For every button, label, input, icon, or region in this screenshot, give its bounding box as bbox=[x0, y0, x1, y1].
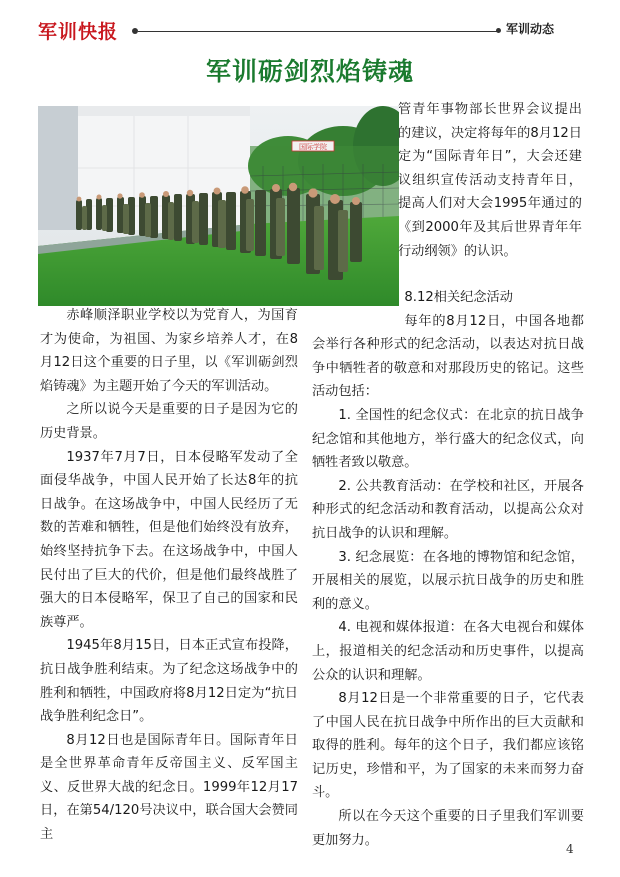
header-left-title: 军训快报 bbox=[38, 21, 119, 43]
right-top-paragraph: 管青年事物部长世界会议提出的建议，决定将每年的8月12日定为“国际青年日”，大会还建议组织宣传活动支持青年日，提高人们对大会1995年通过的《到2000年及其后世界青年年行动纲领》的认识。 bbox=[398, 102, 582, 259]
header-rule-dot-right bbox=[496, 28, 501, 33]
article-title: 军训砺剑烈焰铸魂 bbox=[205, 57, 414, 86]
left-column bbox=[40, 304, 298, 847]
right-paragraph-5: 4. 电视和媒体报道：在各大电视台和媒体上，报道相关的纪念活动和历史事件，以提高公众的认识和理解。 bbox=[312, 620, 584, 683]
right-column bbox=[312, 286, 584, 852]
left-paragraph-4: 1945年8月15日，日本正式宣布投降，抗日战争胜利结束。为了纪念这场战争中的胜利和牺牲，中国政府将8月12日定为“抗日战争胜利纪念日”。 bbox=[40, 638, 298, 725]
training-photo bbox=[38, 106, 399, 306]
section-heading: 8.12相关纪念活动 bbox=[404, 290, 513, 305]
left-paragraph-1: 赤峰顺泽职业学校以为党育人，为国育才为使命，为祖国、为家乡培养人才，在8月12日这个重要的日子里，以《军训砺剑烈焰铸魂》为主题开始了今天的军训活动。 bbox=[40, 308, 298, 394]
right-paragraph-3: 2. 公共教育活动：在学校和社区，开展各种形式的纪念活动和教育活动，以提高公众对抗日战争的认识和理解。 bbox=[312, 478, 584, 541]
left-paragraph-3: 1937年7月7日，日本侵略军发动了全面侵华战争，中国人民开始了长达8年的抗日战争。在这场战争中，中国人民经历了无数的苦难和牺牲，但是他们始终没有放弃，始终坚持抗争下去。在这场战争中，中国人民付出了巨大的代价，但是他们最终战胜了强大的日本侵略军，保卫了自己的国家和民族尊严。 bbox=[40, 449, 298, 630]
left-paragraph-5: 8月12日也是国际青年日。国际青年日是全世界革命青年反帝国主义、反军国主义、反世界大战的纪念日。1999年12月17日，在第54/120号决议中，联合国大会赞同主 bbox=[40, 732, 298, 843]
header-right-title: 军训动态 bbox=[506, 22, 555, 36]
left-paragraph-2: 之所以说今天是重要的日子是因为它的历史背景。 bbox=[40, 402, 298, 441]
right-top-column bbox=[398, 98, 582, 263]
right-paragraph-7: 所以在今天这个重要的日子里我们军训要更加努力。 bbox=[312, 809, 584, 848]
right-paragraph-1: 每年的8月12日，中国各地都会举行各种形式的纪念活动，以表达对抗日战争中牺牲者的敬意和对那段历史的铭记。这些活动包括： bbox=[312, 313, 584, 400]
right-paragraph-2: 1. 全国性的纪念仪式：在北京的抗日战争纪念馆和其他地方，举行盛大的纪念仪式，向牺牲者致以敬意。 bbox=[312, 407, 584, 471]
header-rule bbox=[138, 31, 498, 32]
photo-sign-text: 国际学院 bbox=[299, 143, 327, 151]
page-number: 4 bbox=[566, 842, 574, 856]
right-paragraph-4: 3. 纪念展览：在各地的博物馆和纪念馆，开展相关的展览，以展示抗日战争的历史和胜利的意义。 bbox=[312, 549, 584, 612]
right-paragraph-6: 8月12日是一个非常重要的日子，它代表了中国人民在抗日战争中所作出的巨大贡献和取得的胜利。每年的这个日子，我们都应该铭记历史，珍惜和平，为了国家的未来而努力奋斗。 bbox=[312, 691, 584, 801]
